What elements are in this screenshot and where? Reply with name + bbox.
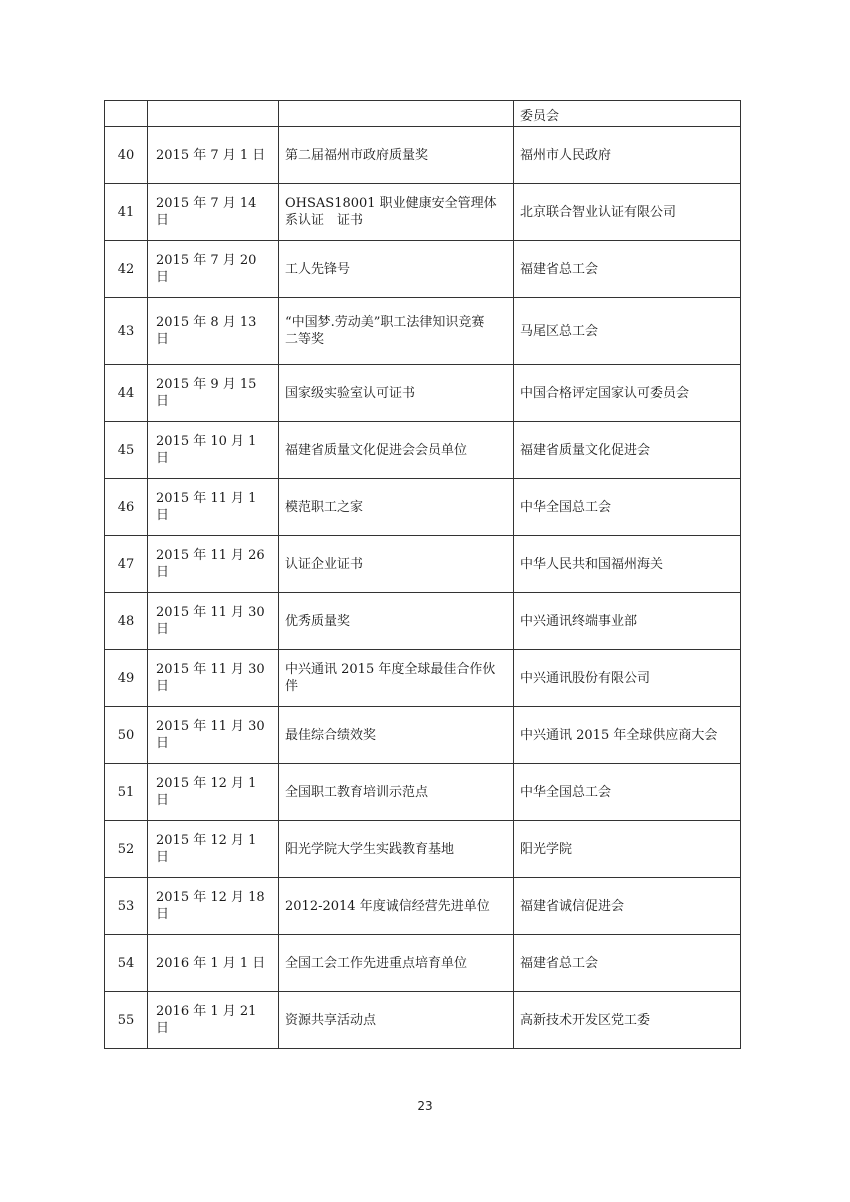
cell-no: 55 <box>105 992 148 1049</box>
cell-award: OHSAS18001 职业健康安全管理体系认证 证书 <box>279 184 514 241</box>
table-row <box>105 127 741 184</box>
table-row <box>105 184 741 241</box>
cell-award: 认证企业证书 <box>279 536 514 593</box>
cell-date: 2015 年 11 月 1 日 <box>148 479 279 536</box>
table-row-continued <box>105 101 741 127</box>
cell-no: 49 <box>105 650 148 707</box>
cell-issuer: 高新技术开发区党工委 <box>514 992 741 1049</box>
cell-date: 2015 年 12 月 1 日 <box>148 821 279 878</box>
cell-no: 50 <box>105 707 148 764</box>
cell-no: 47 <box>105 536 148 593</box>
cell-no: 42 <box>105 241 148 298</box>
cell-date: 2015 年 8 月 13 日 <box>148 298 279 365</box>
table-row <box>105 241 741 298</box>
cell-no: 44 <box>105 365 148 422</box>
cell-award <box>279 298 514 365</box>
cell-no <box>105 101 148 127</box>
cell-date: 2015 年 11 月 30 日 <box>148 707 279 764</box>
cell-issuer: 福建省总工会 <box>514 241 741 298</box>
cell-award: 第二届福州市政府质量奖 <box>279 127 514 184</box>
page-number: 23 <box>417 1099 433 1113</box>
award-line: “中国梦.劳动美”职工法律知识竞赛 <box>285 315 485 330</box>
cell-issuer: 马尾区总工会 <box>514 298 741 365</box>
cell-issuer: 福州市人民政府 <box>514 127 741 184</box>
cell-no: 52 <box>105 821 148 878</box>
cell-date: 2015 年 12 月 1 日 <box>148 764 279 821</box>
cell-issuer: 中华全国总工会 <box>514 479 741 536</box>
table-row <box>105 298 741 365</box>
cell-issuer: 福建省诚信促进会 <box>514 878 741 935</box>
table-row <box>105 878 741 935</box>
cell-award: 福建省质量文化促进会会员单位 <box>279 422 514 479</box>
table-row <box>105 593 741 650</box>
cell-issuer: 中华全国总工会 <box>514 764 741 821</box>
cell-award: 最佳综合绩效奖 <box>279 707 514 764</box>
cell-no: 53 <box>105 878 148 935</box>
cell-date: 2015 年 11 月 30 日 <box>148 650 279 707</box>
cell-no: 48 <box>105 593 148 650</box>
cell-no: 51 <box>105 764 148 821</box>
cell-issuer: 中兴通讯股份有限公司 <box>514 650 741 707</box>
cell-no: 46 <box>105 479 148 536</box>
table-row <box>105 479 741 536</box>
cell-issuer: 中国合格评定国家认可委员会 <box>514 365 741 422</box>
cell-no: 43 <box>105 298 148 365</box>
table-row <box>105 707 741 764</box>
cell-award: 工人先锋号 <box>279 241 514 298</box>
cell-date: 2015 年 9 月 15 日 <box>148 365 279 422</box>
table-row <box>105 935 741 992</box>
cell-issuer: 阳光学院 <box>514 821 741 878</box>
cell-no: 40 <box>105 127 148 184</box>
cell-award: 全国工会工作先进重点培育单位 <box>279 935 514 992</box>
cell-award: 2012-2014 年度诚信经营先进单位 <box>279 878 514 935</box>
cell-issuer: 中兴通讯 2015 年全球供应商大会 <box>514 707 741 764</box>
table-row <box>105 365 741 422</box>
table-row <box>105 764 741 821</box>
cell-date: 2015 年 7 月 20 日 <box>148 241 279 298</box>
cell-award: 阳光学院大学生实践教育基地 <box>279 821 514 878</box>
cell-issuer: 福建省质量文化促进会 <box>514 422 741 479</box>
cell-award: 中兴通讯 2015 年度全球最佳合作伙伴 <box>279 650 514 707</box>
cell-issuer: 委员会 <box>514 101 741 127</box>
cell-date: 2016 年 1 月 21 日 <box>148 992 279 1049</box>
awards-table <box>104 100 741 1049</box>
cell-no: 54 <box>105 935 148 992</box>
award-line: 二等奖 <box>285 332 325 347</box>
table-row <box>105 992 741 1049</box>
cell-issuer: 中兴通讯终端事业部 <box>514 593 741 650</box>
cell-award <box>279 101 514 127</box>
cell-award: 全国职工教育培训示范点 <box>279 764 514 821</box>
table-row <box>105 821 741 878</box>
cell-date: 2015 年 10 月 1 日 <box>148 422 279 479</box>
cell-award: 资源共享活动点 <box>279 992 514 1049</box>
cell-award: 模范职工之家 <box>279 479 514 536</box>
cell-award: 优秀质量奖 <box>279 593 514 650</box>
cell-date <box>148 101 279 127</box>
cell-no: 45 <box>105 422 148 479</box>
cell-date: 2015 年 7 月 14 日 <box>148 184 279 241</box>
table-row <box>105 422 741 479</box>
cell-issuer: 中华人民共和国福州海关 <box>514 536 741 593</box>
cell-award: 国家级实验室认可证书 <box>279 365 514 422</box>
cell-date: 2015 年 7 月 1 日 <box>148 127 279 184</box>
cell-date: 2015 年 11 月 26 日 <box>148 536 279 593</box>
cell-date: 2015 年 11 月 30 日 <box>148 593 279 650</box>
cell-no: 41 <box>105 184 148 241</box>
cell-date: 2015 年 12 月 18 日 <box>148 878 279 935</box>
cell-date: 2016 年 1 月 1 日 <box>148 935 279 992</box>
cell-issuer: 北京联合智业认证有限公司 <box>514 184 741 241</box>
table-row <box>105 650 741 707</box>
table-row <box>105 536 741 593</box>
cell-issuer: 福建省总工会 <box>514 935 741 992</box>
